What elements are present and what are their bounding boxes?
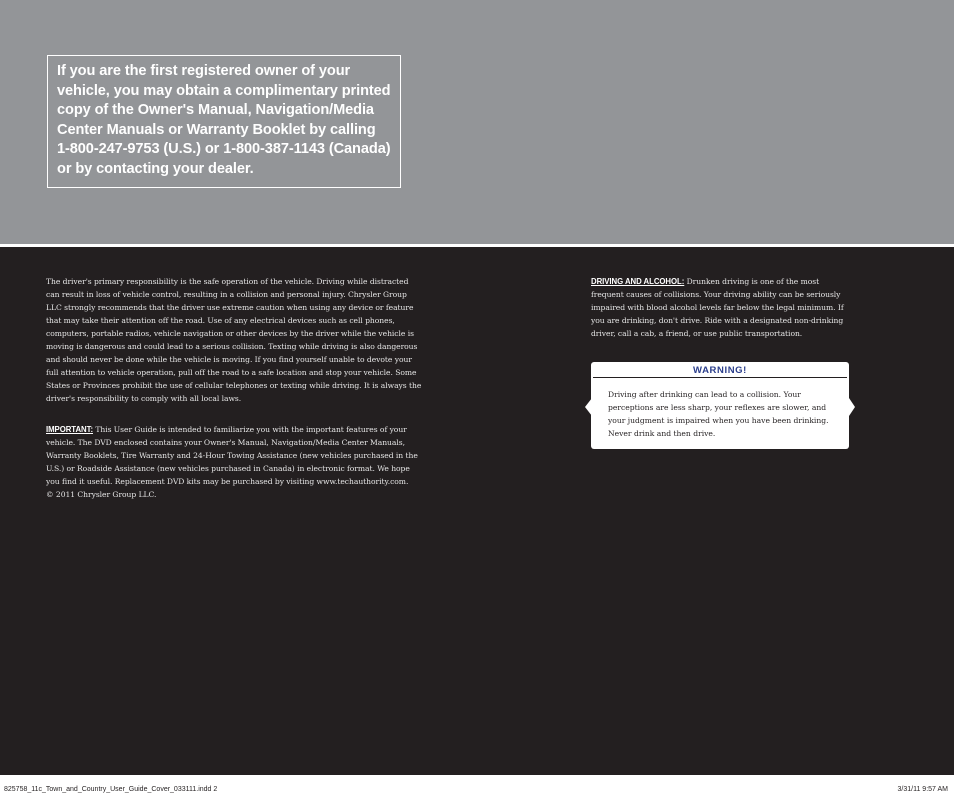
alcohol-paragraph [591, 275, 853, 340]
distraction-paragraph [46, 275, 424, 405]
important-paragraph [46, 423, 418, 501]
copyright-text: © 2011 Chrysler Group LLC. [46, 490, 157, 499]
important-text: This User Guide is intended to familiarize you with the important features of your vehicle. The DVD enclosed contains your Owner's Manual, Navigation/Media Center Manuals, Warranty Booklets, Tire Warranty and 24-Hour Towing Assistance (new vehicles purchased in the U.S.) or Roadside Assistance (new vehicles purchased in Canada) in electronic format. We hope you find it useful. Replacement DVD kits may be purchased by visiting www.techauthority.com. [46, 425, 418, 486]
warning-box [591, 362, 849, 449]
owner-notice-box [47, 55, 401, 188]
distraction-text: The driver's primary responsibility is the safe operation of the vehicle. Driving while distracted can result in loss of vehicle control, resulting in a collision and personal injury. Chrysler Group LLC strongly recommends that the driver use extreme caution when using any device or feature that may take their attention off the road. Use of any electrical devices such as cell phones, computers, portable radios, vehicle navigation or other devices by the driver while the vehicle is moving is dangerous and could lead to a serious collision. Texting while driving is also dangerous and should never be done while the vehicle is moving. If you find yourself unable to devote your full attention to vehicle operation, pull off the road to a safe location and stop your vehicle. Some States or Provinces prohibit the use of cellular telephones or texting while driving. It is always the driver's responsibility to comply with all local laws. [46, 277, 422, 403]
important-label: IMPORTANT: [46, 425, 93, 434]
warning-notch-right [849, 398, 855, 416]
alcohol-text: Drunken driving is one of the most frequent causes of collisions. Your driving ability can be seriously impaired with blood alcohol levels far below the legal minimum. If you are drinking, don't drive. Ride with a designated non-drinking driver, call a cab, a friend, or use public transportation. [591, 277, 844, 338]
alcohol-label: DRIVING AND ALCOHOL: [591, 277, 685, 286]
footer-timestamp: 3/31/11 9:57 AM [897, 786, 948, 793]
warning-body: Driving after drinking can lead to a collision. Your perceptions are less sharp, your reflexes are slower, and your judgment is impaired when you have been drinking. Never drink and then drive. [608, 390, 829, 438]
warning-title: WARNING! [593, 364, 847, 378]
owner-notice-text: If you are the first registered owner of your vehicle, you may obtain a complimentary printed copy of the Owner's Manual, Navigation/Media Center Manuals or Warranty Booklet by calling 1-800-247-9753 (U.S.) or 1-800-387-1143 (Canada) or by contacting your dealer. [57, 63, 391, 177]
footer-file: 825758_11c_Town_and_Country_User_Guide_Cover_033111.indd 2 [4, 786, 218, 793]
